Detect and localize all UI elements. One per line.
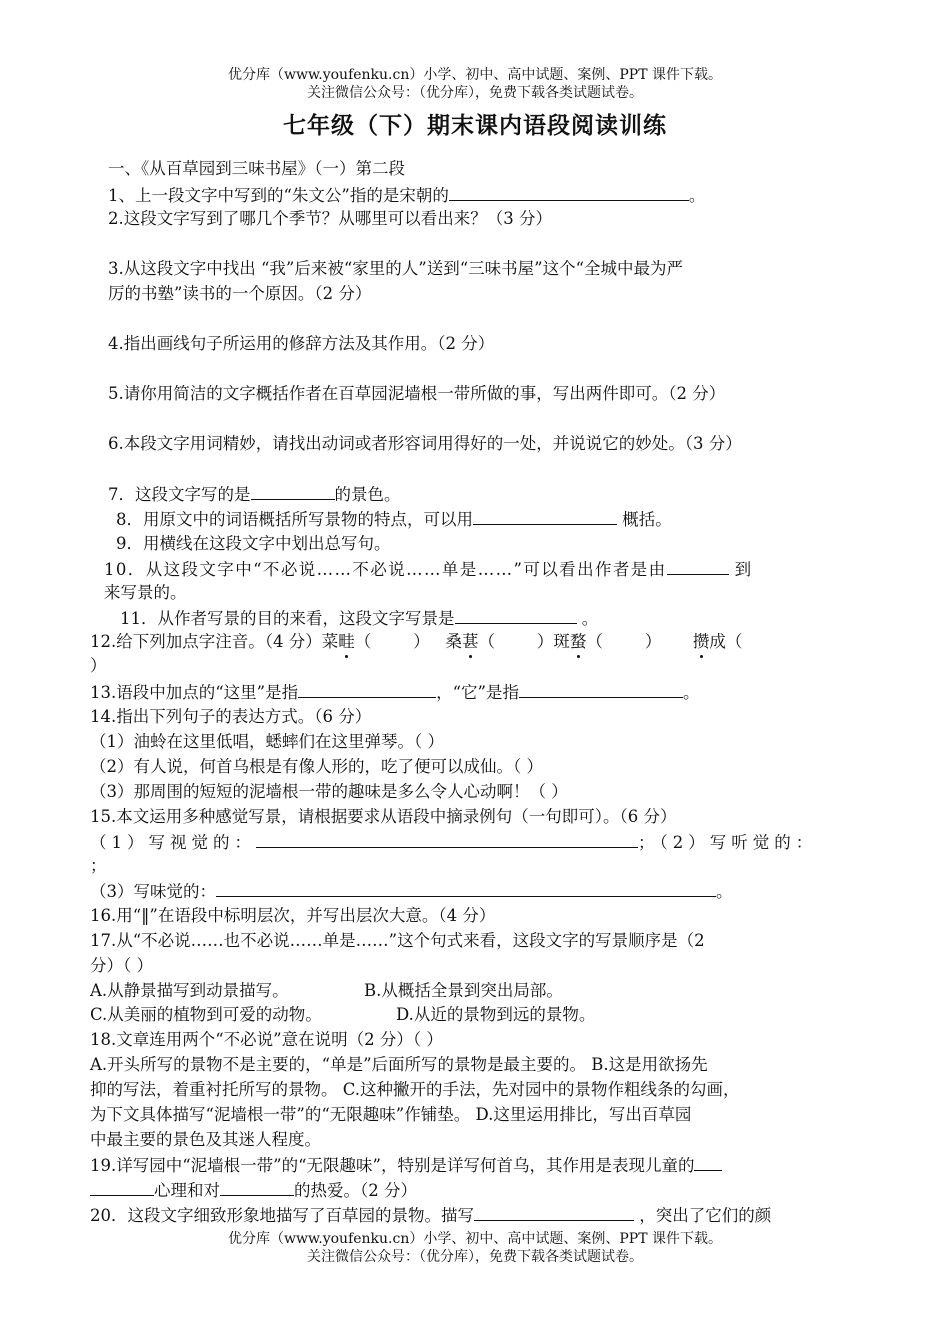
- answer-blank[interactable]: [455, 607, 577, 624]
- question-3-line-2: 厉的书塾”读书的一个原因。（2 分）: [108, 284, 372, 303]
- question-10-line-1: 10．从这段文字中“不必说……不必说……单是……”可以看出作者是由 到: [104, 560, 752, 579]
- question-15-title: 15.本文运用多种感觉写景，请根据要求从语段中摘录例句（一句即可）。（6 分）: [90, 807, 677, 826]
- question-4: 4.指出画线句子所运用的修辞方法及其作用。（2 分）: [108, 334, 495, 353]
- question-15-line-1: （1）写视觉的： ；（2）写听觉的：: [90, 833, 818, 852]
- question-17-line-2: 分）（ ）: [90, 956, 153, 975]
- question-18-line-3: 为下文具体描写“泥墙根一带”的“无限趣味”作铺垫。 D.这里运用排比，写出百草园: [90, 1105, 692, 1124]
- section-heading: 一、《从百草园到三味书屋》（一）第二段: [108, 159, 405, 178]
- question-9: 9．用横线在这段文字中划出总写句。: [116, 534, 391, 553]
- answer-blank[interactable]: [667, 558, 729, 575]
- question-7: 7．这段文字写的是 的景色。: [108, 485, 401, 504]
- header-line-2: 关注微信公众号：（优分库），免费下载各类试题试卷。: [307, 85, 643, 101]
- question-1: 1、上一段文字中写到的“朱文公”指的是宋朝的 。: [108, 186, 706, 205]
- question-14-item-2: （2）有人说，何首乌根是有像人形的，吃了便可以成仙。（ ）: [90, 757, 543, 776]
- question-18-title: 18.文章连用两个“不必说”意在说明（2 分）（ ）: [90, 1030, 443, 1049]
- question-3-line-1: 3.从这段文字中找出 “我”后来被“家里的人”送到“三味书屋”这个“全城中最为严: [108, 259, 684, 278]
- answer-blank[interactable]: [474, 1204, 634, 1221]
- question-6: 6.本段文字用词精妙，请找出动词或者形容词用得好的一处，并说说它的妙处。（3 分）: [108, 434, 742, 453]
- answer-blank[interactable]: [216, 880, 716, 897]
- question-5: 5.请你用简洁的文字概括作者在百草园泥墙根一带所做的事，写出两件即可。（2 分）: [108, 384, 726, 403]
- answer-blank[interactable]: [90, 1179, 154, 1196]
- question-13: 13.语段中加点的“这里”是指 ，“它”是指 。: [90, 683, 700, 702]
- answer-blank[interactable]: [220, 1179, 294, 1196]
- question-12: 12.给下列加点字注音。（4 分）菜畦（ ） 桑葚（ ）斑蝥（ ） 攒成（: [90, 632, 743, 651]
- question-20: 20．这段文字细致形象地描写了百草园的景物。描写 ，突出了它们的颜: [90, 1206, 772, 1225]
- question-8: 8．用原文中的词语概括所写景物的特点，可以用 概括。: [116, 510, 672, 529]
- question-17-option-b: B.从概括全景到突出局部。: [364, 981, 563, 1000]
- question-14-title: 14.指出下列句子的表达方式。（6 分）: [90, 707, 372, 726]
- answer-blank[interactable]: [251, 483, 335, 500]
- answer-blank[interactable]: [449, 184, 689, 201]
- answer-blank[interactable]: [256, 831, 638, 848]
- question-15-semicolon: ；: [90, 856, 107, 875]
- question-14-item-1: （1）油蛉在这里低唱，蟋蟀们在这里弹琴。（ ）: [90, 732, 444, 751]
- answer-blank[interactable]: [473, 508, 617, 525]
- question-12-line-2: ）: [90, 656, 107, 675]
- question-19-line-2: 心理和对 的热爱。（2 分）: [90, 1179, 417, 1202]
- page-title: 七年级（下）期末课内语段阅读训练: [283, 112, 667, 139]
- question-16: 16.用“‖”在语段中标明层次，并写出层次大意。（4 分）: [90, 906, 496, 925]
- question-18-line-2: 抑的写法，着重衬托所写的景物。 C.这种撇开的手法，先对园中的景物作粗线条的勾画，: [90, 1080, 740, 1099]
- header-line-1: 优分库（www.youfenku.cn）小学、初中、高中试题、案例、PPT 课件下载。: [227, 67, 722, 83]
- question-17-option-a: A.从静景描写到动景描写。: [90, 981, 289, 1000]
- question-17-option-c: C.从美丽的植物到可爱的动物。: [90, 1005, 322, 1024]
- answer-blank[interactable]: [298, 681, 436, 698]
- question-15-line-2: （3）写味觉的： 。: [90, 882, 733, 901]
- question-2: 2.这段文字写到了哪几个季节？从哪里可以看出来？（3 分）: [108, 209, 552, 228]
- question-14-item-3: （3）那周围的短短的泥墙根一带的趣味是多么令人心动啊！（ ）: [90, 782, 568, 801]
- answer-blank[interactable]: [519, 681, 683, 698]
- question-11: 11．从作者写景的目的来看，这段文字写景是 。: [120, 609, 599, 628]
- question-18-line-1: A.开头所写的景物不是主要的，“单是”后面所写的景物是最主要的。 B.这是用欲扬先: [90, 1055, 708, 1074]
- question-17-option-d: D.从近的景物到远的景物。: [396, 1005, 596, 1024]
- question-19-line-1: 19.详写园中“泥墙根一带”的“无限趣味”，特别是详写何首乌，其作用是表现儿童的: [90, 1154, 722, 1177]
- question-10-line-2: 来写景的。: [104, 583, 187, 602]
- question-18-line-4: 中最主要的景色及其迷人程度。: [90, 1130, 321, 1149]
- footer-line-2: 关注微信公众号：（优分库），免费下载各类试题试卷。: [307, 1249, 643, 1265]
- answer-blank[interactable]: [694, 1154, 722, 1171]
- footer-line-1: 优分库（www.youfenku.cn）小学、初中、高中试题、案例、PPT 课件下载。: [227, 1231, 722, 1247]
- question-17-line-1: 17.从“不必说……也不必说……单是……”这个句式来看，这段文字的写景顺序是（2: [90, 931, 705, 950]
